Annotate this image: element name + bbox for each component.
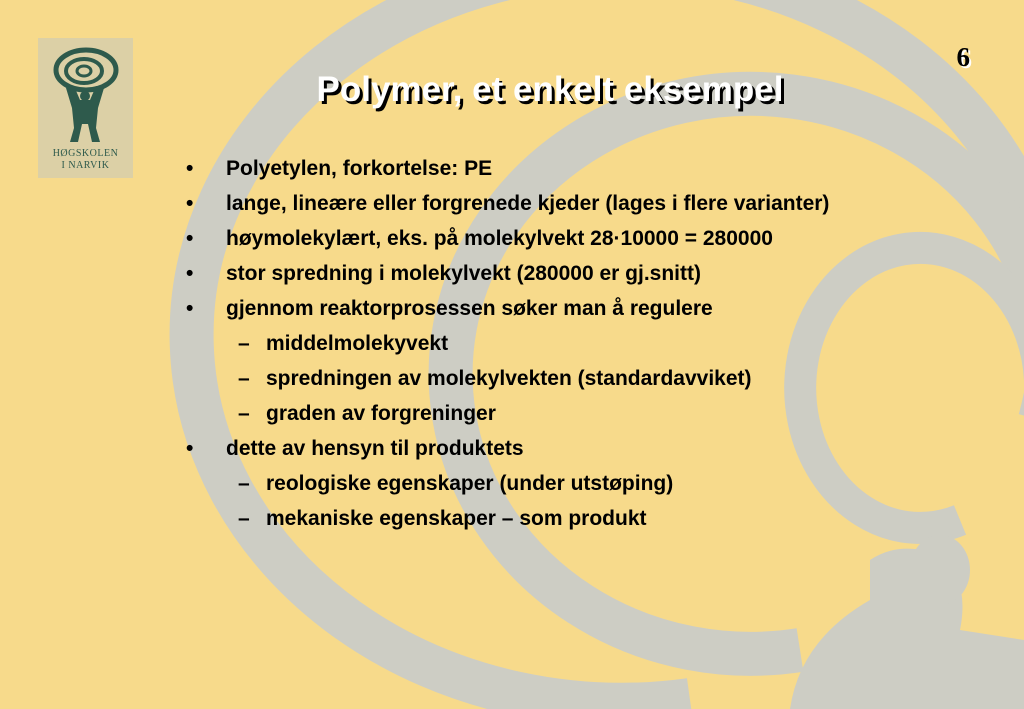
bullet-text: spredningen av molekylvekten (standardavviket) bbox=[266, 367, 752, 390]
bullet-item bbox=[182, 436, 882, 462]
dash-icon: – bbox=[238, 332, 250, 355]
sub-bullet-item bbox=[182, 401, 882, 427]
bullet-text: mekaniske egenskaper – som produkt bbox=[266, 507, 647, 530]
sub-bullet-item bbox=[182, 506, 882, 532]
bullet-text: stor spredning i molekylvekt (280000 er gj.snitt) bbox=[226, 262, 701, 285]
bullet-dot-icon: • bbox=[186, 262, 194, 285]
bullet-text: lange, lineære eller forgrenede kjeder (lages i flere varianter) bbox=[226, 192, 830, 215]
bullet-dot-icon: • bbox=[186, 192, 194, 215]
slide-number: 6 bbox=[956, 42, 970, 72]
bullet-dot-icon: • bbox=[186, 297, 194, 320]
slide-title: Polymer, et enkelt eksempel bbox=[316, 70, 784, 109]
dash-icon: – bbox=[238, 402, 250, 425]
bullet-dot-icon: • bbox=[186, 437, 194, 460]
bullet-item bbox=[182, 226, 882, 252]
bullet-text: dette av hensyn til produktets bbox=[226, 437, 524, 460]
bullet-text: høymolekylært, eks. på molekylvekt 28·10000 = 280000 bbox=[226, 227, 773, 250]
bullet-dot-icon: • bbox=[186, 157, 194, 180]
bullet-item bbox=[182, 191, 882, 217]
bullet-text: Polyetylen, forkortelse: PE bbox=[226, 157, 493, 180]
bullet-text: graden av forgreninger bbox=[266, 402, 496, 425]
bullet-item bbox=[182, 156, 882, 182]
dash-icon: – bbox=[238, 367, 250, 390]
sub-bullet-item bbox=[182, 471, 882, 497]
dash-icon: – bbox=[238, 472, 250, 495]
bullet-text: middelmolekyvekt bbox=[266, 332, 449, 355]
bullet-text: reologiske egenskaper (under utstøping) bbox=[266, 472, 674, 495]
bullet-dot-icon: • bbox=[186, 227, 194, 250]
bullet-list bbox=[182, 156, 882, 541]
bullet-item bbox=[182, 296, 882, 322]
logo-text-line1: HØGSKOLEN bbox=[52, 148, 119, 159]
bullet-text: gjennom reaktorprosessen søker man å regulere bbox=[226, 297, 713, 320]
sub-bullet-item bbox=[182, 331, 882, 357]
dash-icon: – bbox=[238, 507, 250, 530]
bullet-item bbox=[182, 261, 882, 287]
logo-text-line2: I NARVIK bbox=[61, 160, 110, 171]
sub-bullet-item bbox=[182, 366, 882, 392]
